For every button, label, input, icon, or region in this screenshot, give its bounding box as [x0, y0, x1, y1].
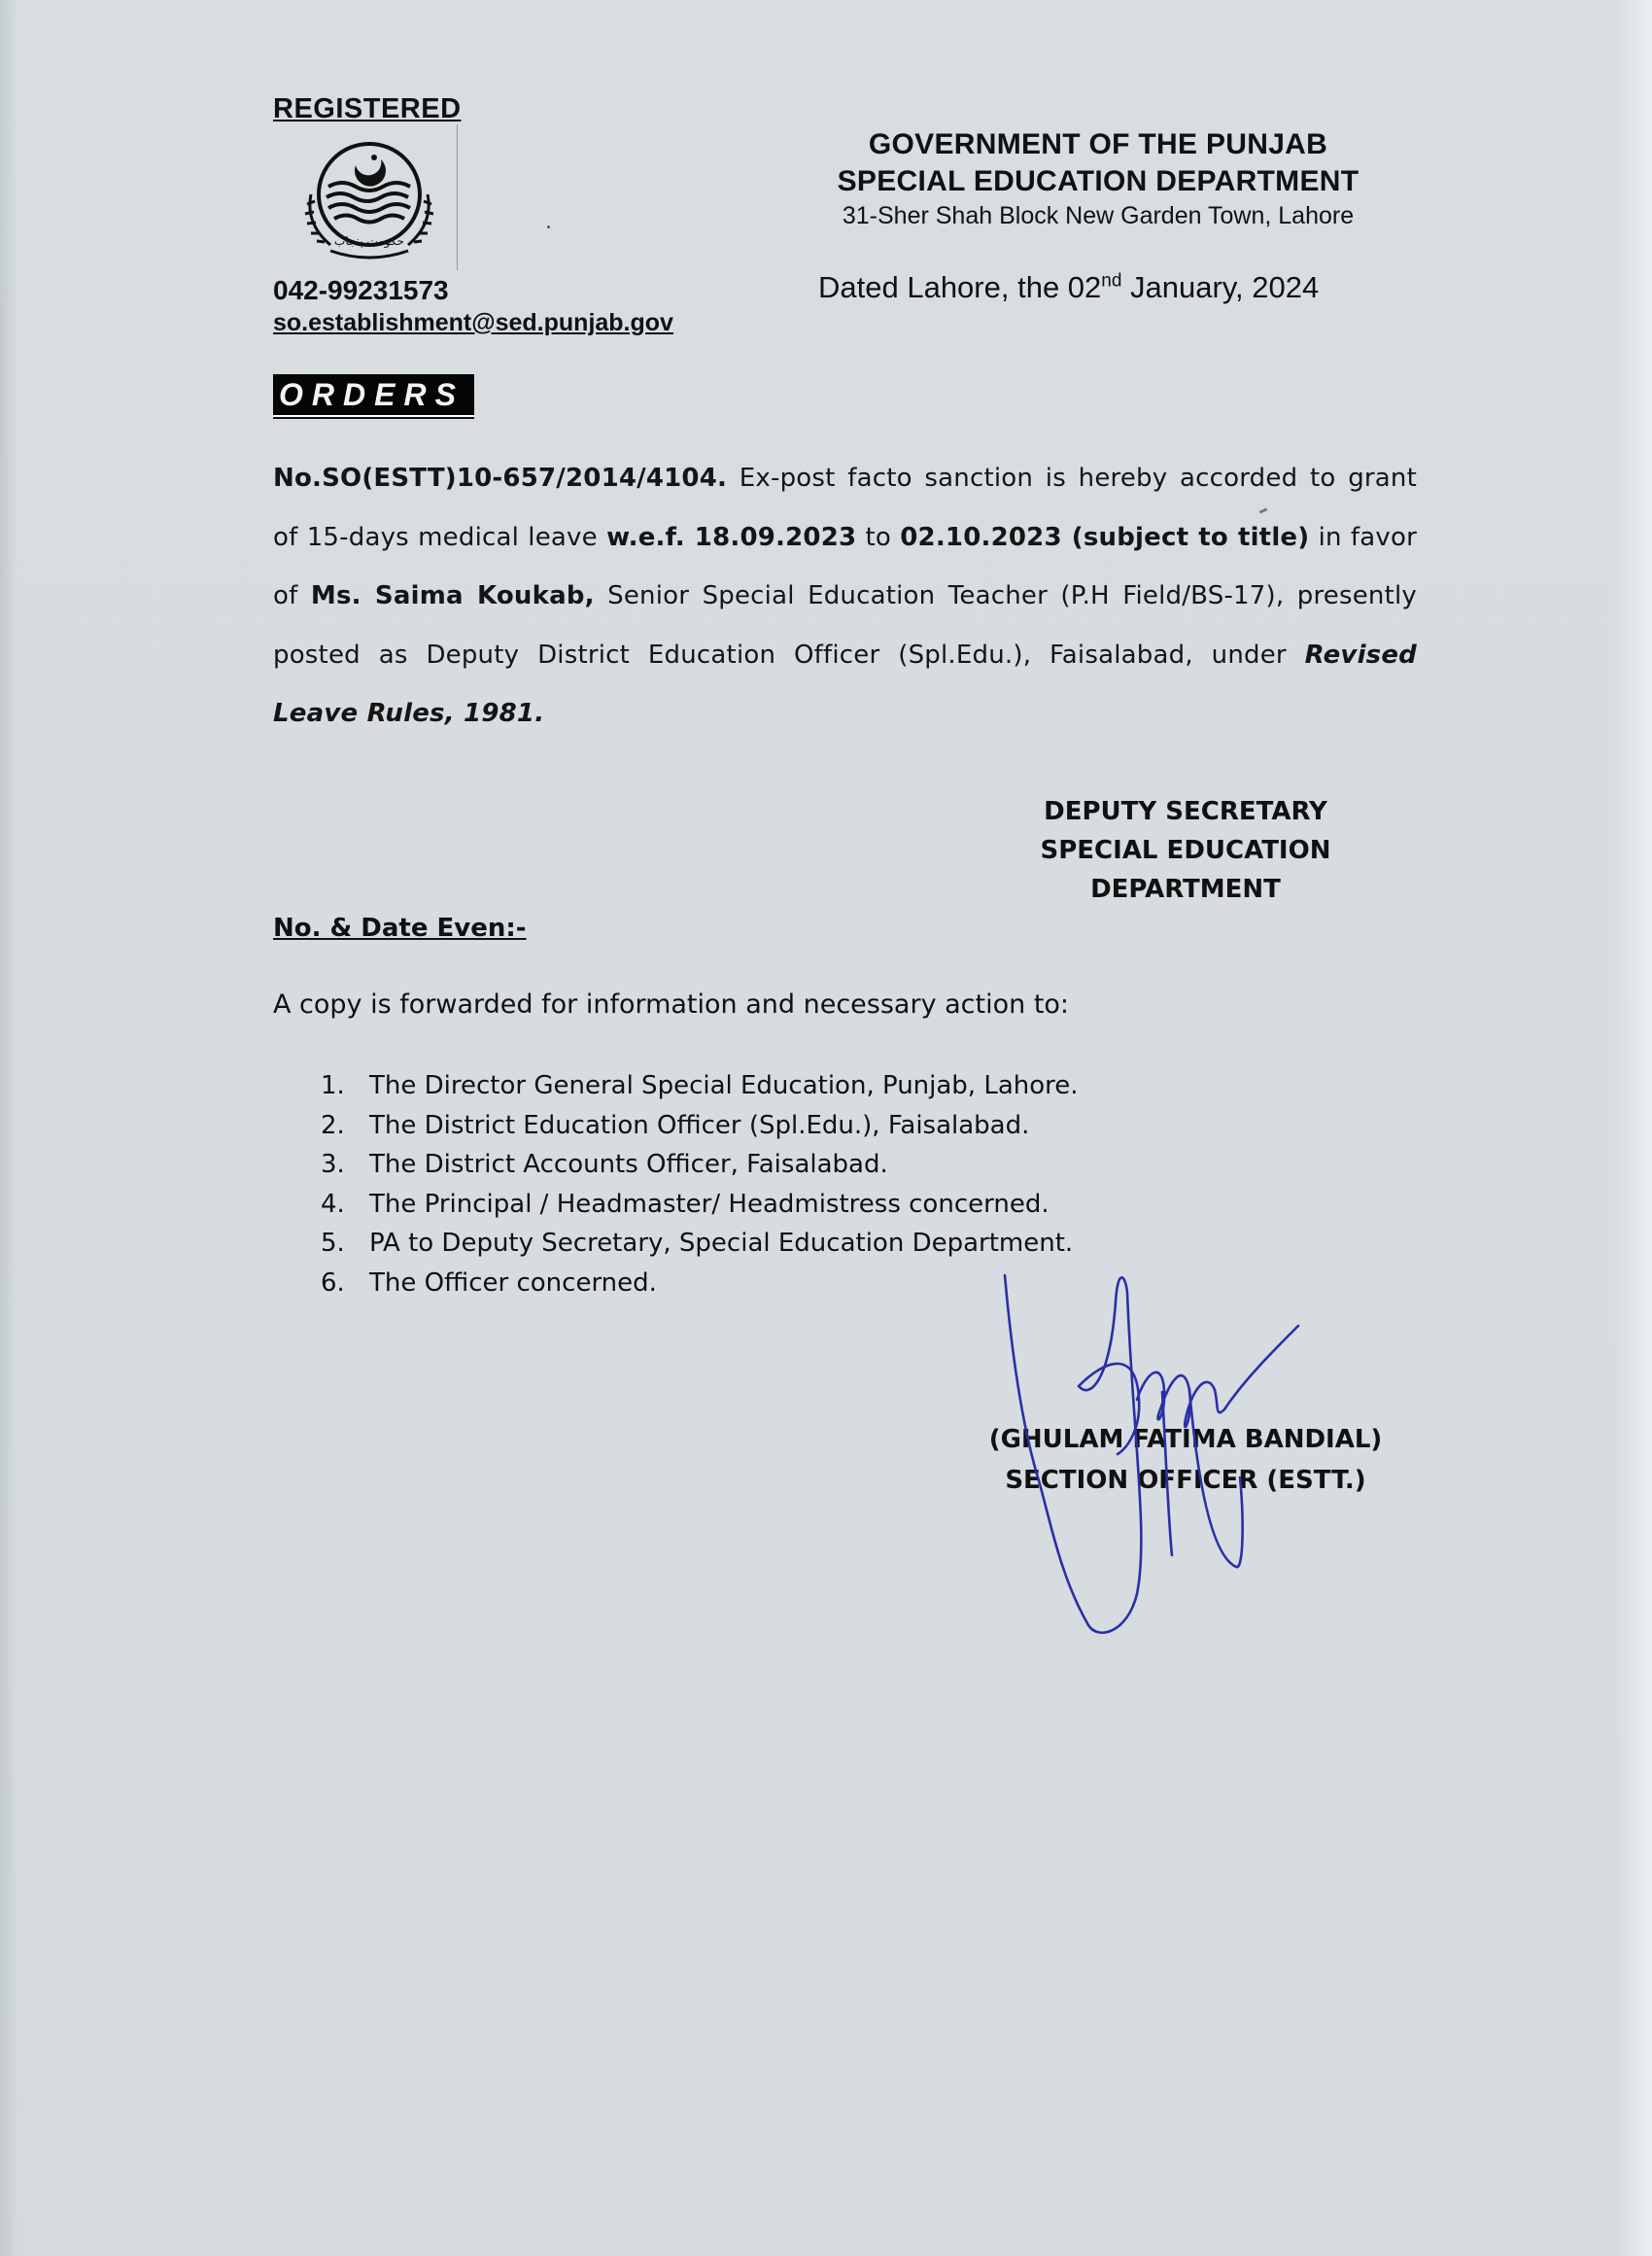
list-item-number: 6.: [321, 1267, 345, 1298]
dated-line: [818, 270, 1319, 305]
phone-number: 042-99231573: [273, 275, 449, 305]
list-item-text: The Officer concerned.: [369, 1267, 657, 1298]
dated-prefix: Dated Lahore, the 02: [818, 270, 1102, 304]
list-item-text: The District Accounts Officer, Faisalabad.: [369, 1150, 888, 1179]
emblem-inscription: حکومت پنجاب: [334, 234, 404, 248]
dated-ordinal-suffix: nd: [1101, 270, 1122, 292]
signatory-title-line2: SPECIAL EDUCATION: [1040, 836, 1331, 865]
department-address: 31-Sher Shah Block New Garden Town, Lahore: [842, 202, 1355, 229]
scan-edge-shadow: [0, 0, 17, 2256]
list-item-number: 5.: [321, 1229, 345, 1258]
forward-text: A copy is forwarded for information and necessary action to:: [273, 989, 1070, 1020]
scan-speck: [547, 226, 550, 228]
registered-label: REGISTERED: [273, 93, 462, 124]
list-item-text: PA to Deputy Secretary, Special Education Department.: [369, 1229, 1074, 1258]
list-item-number: 4.: [321, 1189, 345, 1219]
signature-strokes: [1005, 1275, 1298, 1633]
signatory-title-line3: DEPARTMENT: [1090, 875, 1281, 904]
copy-to-list: [321, 1066, 1079, 1302]
scan-edge-highlight: [1613, 0, 1652, 2256]
signatory-title: [1011, 792, 1360, 909]
list-item: [321, 1224, 1079, 1264]
leave-rules: Revised Leave Rules, 1981.: [273, 640, 1417, 729]
even-heading: No. & Date Even:-: [273, 914, 527, 943]
employee-name: Ms. Saima Koukab,: [310, 581, 595, 611]
department-heading: SPECIAL EDUCATION DEPARTMENT: [837, 165, 1359, 197]
officer-designation: SECTION OFFICER (ESTT.): [1005, 1466, 1366, 1495]
list-item: [321, 1106, 1079, 1146]
logo-divider: [457, 124, 458, 270]
list-item: [321, 1145, 1079, 1185]
order-text-1: Ex-post facto sanction is hereby accorded to grant of 15-days medical leave: [273, 464, 1417, 552]
order-end-date: 02.10.2023 (subject to title): [900, 522, 1310, 552]
orders-heading: ORDERS: [273, 374, 474, 415]
order-text-3: Senior Special Education Teacher (P.H Field/BS-17), presently posted as Deputy District Education Officer (Spl.Edu.), Faisalabad, under: [273, 581, 1417, 670]
officer-name: (GHULAM FATIMA BANDIAL): [988, 1425, 1383, 1454]
government-heading: GOVERNMENT OF THE PUNJAB: [868, 128, 1328, 160]
list-item: [321, 1185, 1079, 1225]
email-address: so.establishment@sed.punjab.gov: [273, 309, 673, 336]
list-item-number: 1.: [321, 1071, 345, 1100]
list-item-text: The Principal / Headmaster/ Headmistress concerned.: [369, 1189, 1050, 1219]
order-wef-date: w.e.f. 18.09.2023: [606, 522, 857, 552]
order-number: No.SO(ESTT)10-657/2014/4104.: [273, 464, 728, 493]
list-item-number: 3.: [321, 1150, 345, 1179]
list-item: [321, 1264, 1079, 1303]
order-to: to: [856, 522, 901, 552]
list-item-text: The Director General Special Education, Punjab, Lahore.: [369, 1071, 1079, 1100]
order-paragraph: [273, 449, 1417, 744]
list-item-number: 2.: [321, 1110, 345, 1140]
list-item-text: The District Education Officer (Spl.Edu.), Faisalabad.: [369, 1110, 1030, 1140]
handwritten-signature: [981, 1264, 1322, 1643]
signatory-title-line1: DEPUTY SECRETARY: [1044, 797, 1327, 826]
list-item: [321, 1066, 1079, 1106]
order-text-2: in favor of: [273, 522, 1417, 611]
punjab-government-emblem-icon: [282, 136, 457, 272]
dated-rest: January, 2024: [1121, 270, 1320, 304]
